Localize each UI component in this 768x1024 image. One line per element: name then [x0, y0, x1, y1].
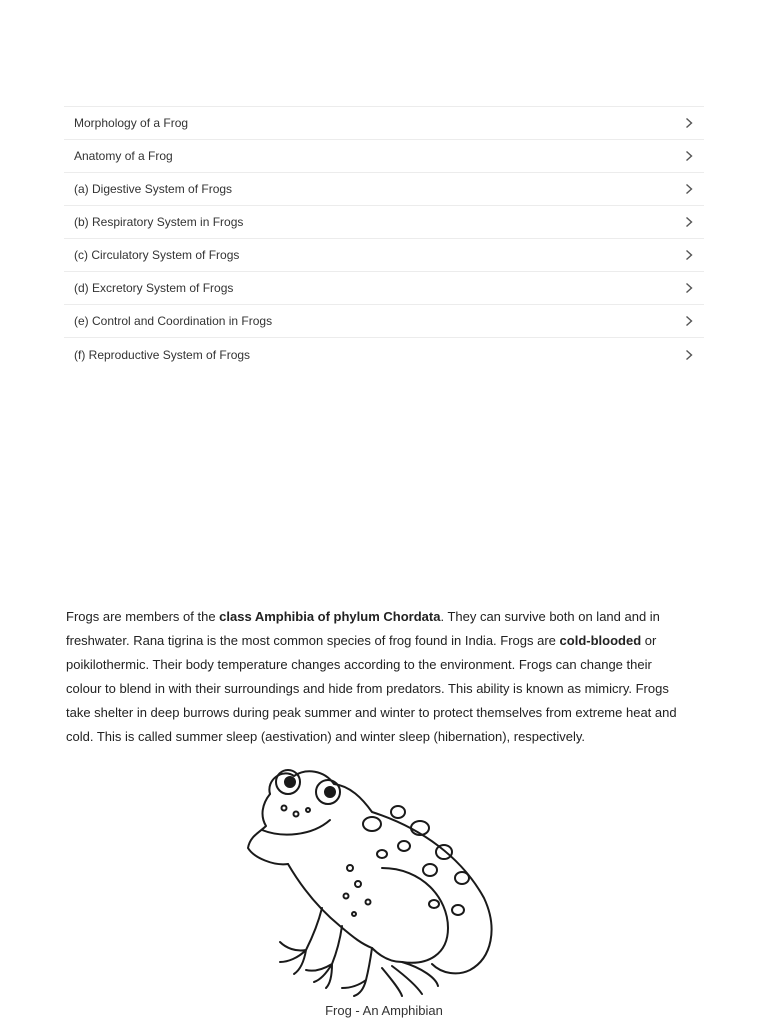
toc-item-digestive[interactable]	[64, 173, 704, 206]
chevron-right-icon	[684, 150, 694, 162]
toc-item-excretory[interactable]	[64, 272, 704, 305]
toc-item-circulatory[interactable]	[64, 239, 704, 272]
intro-paragraph	[66, 605, 678, 749]
toc-item-morphology[interactable]	[64, 107, 704, 140]
chevron-right-icon	[684, 315, 694, 327]
toc-item-control-coordination[interactable]	[64, 305, 704, 338]
frog-illustration	[222, 758, 522, 998]
toc-item-label: (b) Respiratory System in Frogs	[74, 215, 244, 229]
intro-text-3: or poikilothermic. Their body temperature changes according to the environment. Frogs can change their colour to blend in with their surroundings and hide from predators. This ability is known as mimicry. Frogs take shelter in deep burrows during peak summer and winter to protect themselves from extreme heat and cold. This is called summer sleep (aestivation) and winter sleep (hibernation), respectively.	[66, 633, 677, 744]
toc-item-label: Anatomy of a Frog	[74, 149, 173, 163]
chevron-right-icon	[684, 282, 694, 294]
intro-bold-class: class Amphibia of phylum Chordata	[219, 609, 441, 624]
chevron-right-icon	[684, 349, 694, 361]
toc-item-label: Morphology of a Frog	[74, 116, 189, 130]
chevron-right-icon	[684, 183, 694, 195]
toc-item-label: (e) Control and Coordination in Frogs	[74, 314, 273, 328]
chevron-right-icon	[684, 249, 694, 261]
intro-bold-cold-blooded: cold-blooded	[559, 633, 642, 648]
toc-item-label: (a) Digestive System of Frogs	[74, 182, 233, 196]
intro-text-1: Frogs are members of the	[66, 609, 220, 624]
figure-caption: Frog - An Amphibian	[325, 1003, 443, 1018]
toc-item-reproductive[interactable]	[64, 338, 704, 371]
toc-item-label: (c) Circulatory System of Frogs	[74, 248, 240, 262]
toc-item-anatomy[interactable]	[64, 140, 704, 173]
toc-item-label: (d) Excretory System of Frogs	[74, 281, 234, 295]
chevron-right-icon	[684, 117, 694, 129]
intro-text-2: . They can survive both on land and in freshwater. Rana tigrina is the most common species of frog found in India. Frogs are	[66, 609, 660, 648]
toc-item-respiratory[interactable]	[64, 206, 704, 239]
toc-item-label: (f) Reproductive System of Frogs	[74, 347, 251, 362]
chevron-right-icon	[684, 216, 694, 228]
table-of-contents	[64, 106, 704, 371]
